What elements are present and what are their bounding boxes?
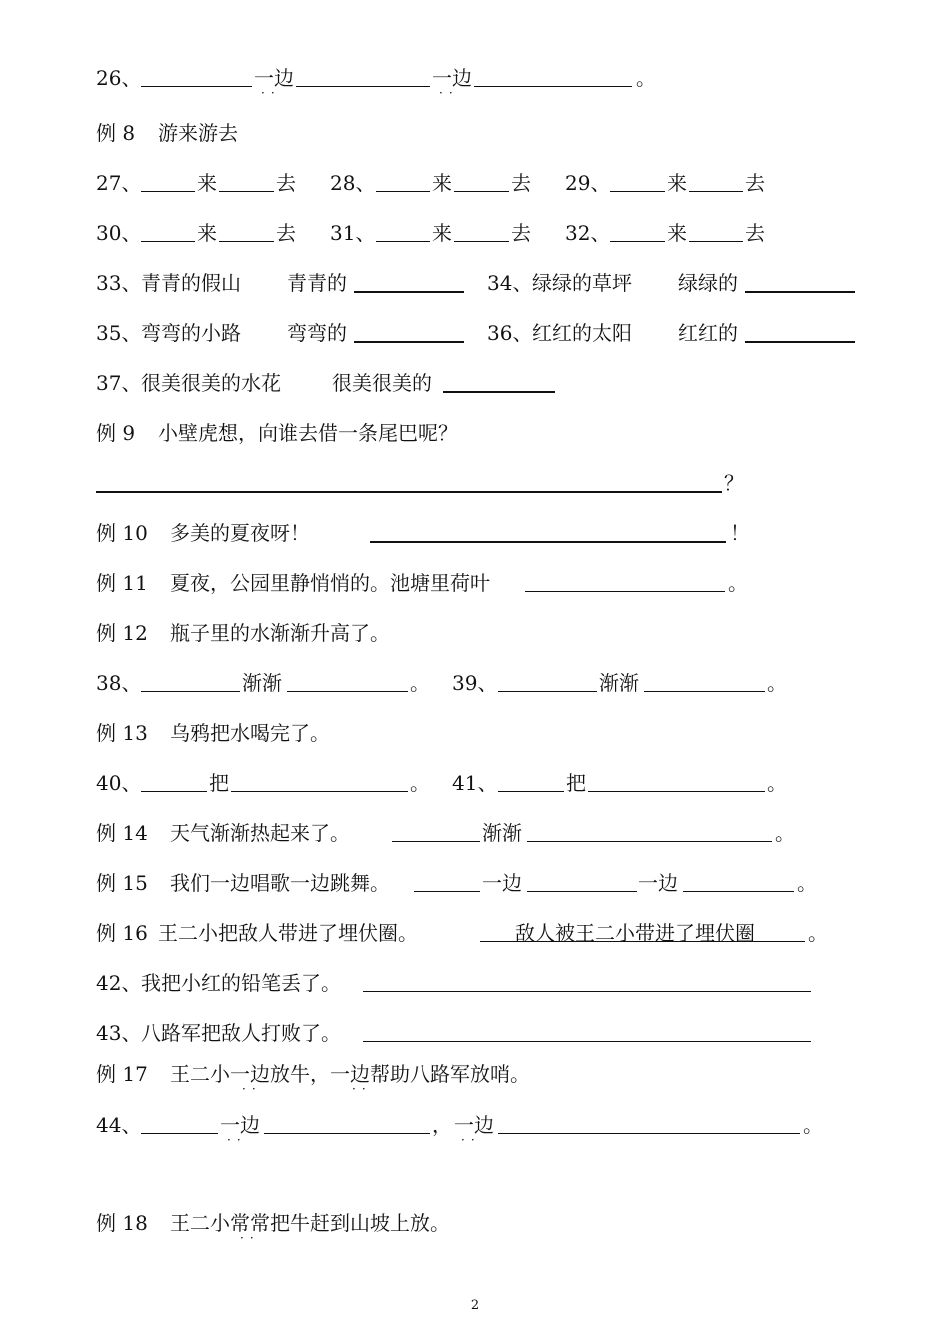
answer-blank[interactable] — [354, 341, 464, 343]
page-number: 2 — [470, 1298, 480, 1313]
example-phrase: 红红的太阳 — [532, 321, 632, 345]
key-word: 把 — [209, 771, 229, 795]
example-phrase: 绿绿的草坪 — [532, 271, 632, 295]
example-text: 乌鸦把水喝完了。 — [170, 721, 330, 745]
phrase-prefix: 很美很美的 — [332, 371, 432, 395]
sentence-end: 。 — [410, 671, 430, 695]
answer-blank[interactable] — [689, 191, 743, 192]
emphasis-dots: ·· — [240, 1231, 260, 1245]
example-text: 多美的夏夜呀！ — [170, 521, 310, 545]
emphasis-word: 一边 — [254, 66, 294, 90]
example-text: 夏夜，公园里静悄悄的。池塘里荷叶 — [170, 571, 490, 595]
key-word: 渐渐 — [242, 671, 282, 695]
answer-blank[interactable] — [527, 841, 772, 842]
answer-blank[interactable] — [141, 191, 195, 192]
question-number: 37、 — [96, 371, 142, 395]
example-label: 例 8 — [96, 121, 136, 145]
sentence-end: 。 — [728, 571, 748, 595]
question-number: 41、 — [452, 771, 498, 795]
question-number: 33、 — [96, 271, 142, 295]
example-text: 王二小常常把牛赶到山坡上放。 — [170, 1211, 450, 1235]
answer-blank[interactable] — [745, 291, 855, 293]
question-number: 32、 — [565, 221, 611, 245]
answer-blank[interactable] — [498, 691, 597, 692]
key-word: 一边 — [638, 871, 678, 895]
example-text: 瓶子里的水渐渐升高了。 — [170, 621, 390, 645]
answer-blank[interactable] — [498, 791, 564, 792]
answer-blank[interactable] — [454, 241, 509, 242]
answer-blank[interactable] — [370, 541, 726, 543]
key-word: 渐渐 — [599, 671, 639, 695]
word-qu: 去 — [511, 171, 531, 195]
question-number: 38、 — [96, 671, 142, 695]
question-number: 26、 — [96, 66, 142, 90]
question-number: 27、 — [96, 171, 142, 195]
question-number: 42、 — [96, 971, 142, 995]
answer-blank[interactable] — [454, 191, 509, 192]
answer-blank[interactable] — [363, 1041, 811, 1042]
answer-blank[interactable] — [689, 241, 743, 242]
word-qu: 去 — [745, 221, 765, 245]
question-text: 我把小红的铅笔丢了。 — [141, 971, 341, 995]
example-text: 天气渐渐热起来了。 — [170, 821, 350, 845]
sentence-end: 。 — [767, 671, 787, 695]
word-qu: 去 — [511, 221, 531, 245]
question-number: 40、 — [96, 771, 142, 795]
example-text: 王二小一边放牛，一边帮助八路军放哨。 — [170, 1062, 530, 1086]
answer-blank[interactable] — [141, 691, 240, 692]
example-label: 例 9 — [96, 421, 136, 445]
answer-blank[interactable] — [527, 891, 637, 892]
answer-blank[interactable] — [443, 391, 555, 393]
example-label: 例 12 — [96, 621, 148, 645]
answer-blank[interactable] — [287, 691, 408, 692]
filled-answer: 敌人被王二小带进了埋伏圈 — [515, 921, 755, 945]
example-label: 例 11 — [96, 571, 148, 595]
word-lai: 来 — [667, 221, 687, 245]
question-number: 30、 — [96, 221, 142, 245]
answer-blank[interactable] — [376, 191, 430, 192]
sentence-end: 。 — [808, 921, 828, 945]
emphasis-dots: ·· — [261, 86, 281, 100]
answer-blank[interactable] — [141, 86, 252, 87]
answer-blank[interactable] — [683, 891, 794, 892]
question-number: 44、 — [96, 1113, 142, 1137]
answer-blank[interactable] — [414, 891, 480, 892]
question-number: 43、 — [96, 1021, 142, 1045]
word-lai: 来 — [197, 221, 217, 245]
answer-blank[interactable] — [363, 991, 811, 992]
example-phrase: 弯弯的小路 — [141, 321, 241, 345]
example-text: 小壁虎想，向谁去借一条尾巴呢？ — [158, 421, 458, 445]
sentence-end: 。 — [803, 1113, 823, 1137]
word-lai: 来 — [432, 171, 452, 195]
emphasis-dots: ·· — [352, 1082, 372, 1096]
question-number: 36、 — [487, 321, 533, 345]
answer-blank[interactable] — [498, 1133, 800, 1134]
emphasis-dots: ·· — [461, 1133, 481, 1147]
key-word: 把 — [566, 771, 586, 795]
word-qu: 去 — [745, 171, 765, 195]
answer-blank[interactable] — [96, 491, 722, 493]
answer-blank[interactable] — [610, 191, 665, 192]
question-number: 39、 — [452, 671, 498, 695]
emphasis-word: 一边 — [220, 1113, 260, 1137]
answer-blank[interactable] — [264, 1133, 430, 1134]
emphasis-word: 一边 — [432, 66, 472, 90]
answer-blank[interactable] — [141, 241, 195, 242]
answer-blank[interactable] — [231, 791, 408, 792]
sentence-end: 。 — [410, 771, 430, 795]
answer-blank[interactable] — [588, 791, 765, 792]
word-lai: 来 — [197, 171, 217, 195]
example-label: 例 18 — [96, 1211, 148, 1235]
answer-blank[interactable] — [610, 241, 665, 242]
phrase-prefix: 青青的 — [287, 271, 347, 295]
emphasis-dots: ·· — [439, 86, 459, 100]
answer-blank[interactable] — [141, 1133, 218, 1134]
answer-blank[interactable] — [219, 191, 274, 192]
phrase-prefix: 绿绿的 — [678, 271, 738, 295]
example-phrase: 很美很美的水花 — [141, 371, 281, 395]
example-text: 我们一边唱歌一边跳舞。 — [170, 871, 390, 895]
answer-blank[interactable] — [296, 86, 430, 87]
word-qu: 去 — [276, 171, 296, 195]
sentence-end: 。 — [636, 66, 656, 90]
word-lai: 来 — [667, 171, 687, 195]
sentence-end: 。 — [767, 771, 787, 795]
question-number: 35、 — [96, 321, 142, 345]
answer-blank[interactable] — [219, 241, 274, 242]
answer-blank[interactable] — [354, 291, 464, 293]
example-label: 例 16 — [96, 921, 148, 945]
example-label: 例 10 — [96, 521, 148, 545]
question-number: 31、 — [330, 221, 376, 245]
example-phrase: 青青的假山 — [141, 271, 241, 295]
answer-blank[interactable] — [376, 241, 430, 242]
answer-blank[interactable] — [392, 841, 480, 842]
example-label: 例 17 — [96, 1062, 148, 1086]
word-qu: 去 — [276, 221, 296, 245]
question-number: 28、 — [330, 171, 376, 195]
answer-blank[interactable] — [474, 86, 632, 87]
answer-blank[interactable] — [141, 791, 207, 792]
phrase-prefix: 弯弯的 — [287, 321, 347, 345]
key-word: 一边 — [482, 871, 522, 895]
example-text: 王二小把敌人带进了埋伏圈。 — [158, 921, 418, 945]
example-label: 例 13 — [96, 721, 148, 745]
emphasis-word: 一边 — [454, 1113, 494, 1137]
question-number: 29、 — [565, 171, 611, 195]
word-lai: 来 — [432, 221, 452, 245]
example-label: 例 14 — [96, 821, 148, 845]
sentence-end: ！ — [730, 521, 750, 545]
sentence-end: ？ — [724, 471, 744, 495]
example-label: 例 15 — [96, 871, 148, 895]
emphasis-dots: ·· — [227, 1133, 247, 1147]
phrase-prefix: 红红的 — [678, 321, 738, 345]
key-word: 渐渐 — [482, 821, 522, 845]
sentence-end: 。 — [775, 821, 795, 845]
answer-blank[interactable] — [525, 591, 725, 592]
emphasis-dots: ·· — [242, 1082, 262, 1096]
comma: ， — [432, 1113, 452, 1137]
sentence-end: 。 — [797, 871, 817, 895]
answer-blank[interactable] — [745, 341, 855, 343]
question-number: 34、 — [487, 271, 533, 295]
question-text: 八路军把敌人打败了。 — [141, 1021, 341, 1045]
answer-blank[interactable] — [644, 691, 765, 692]
example-text: 游来游去 — [158, 121, 238, 145]
